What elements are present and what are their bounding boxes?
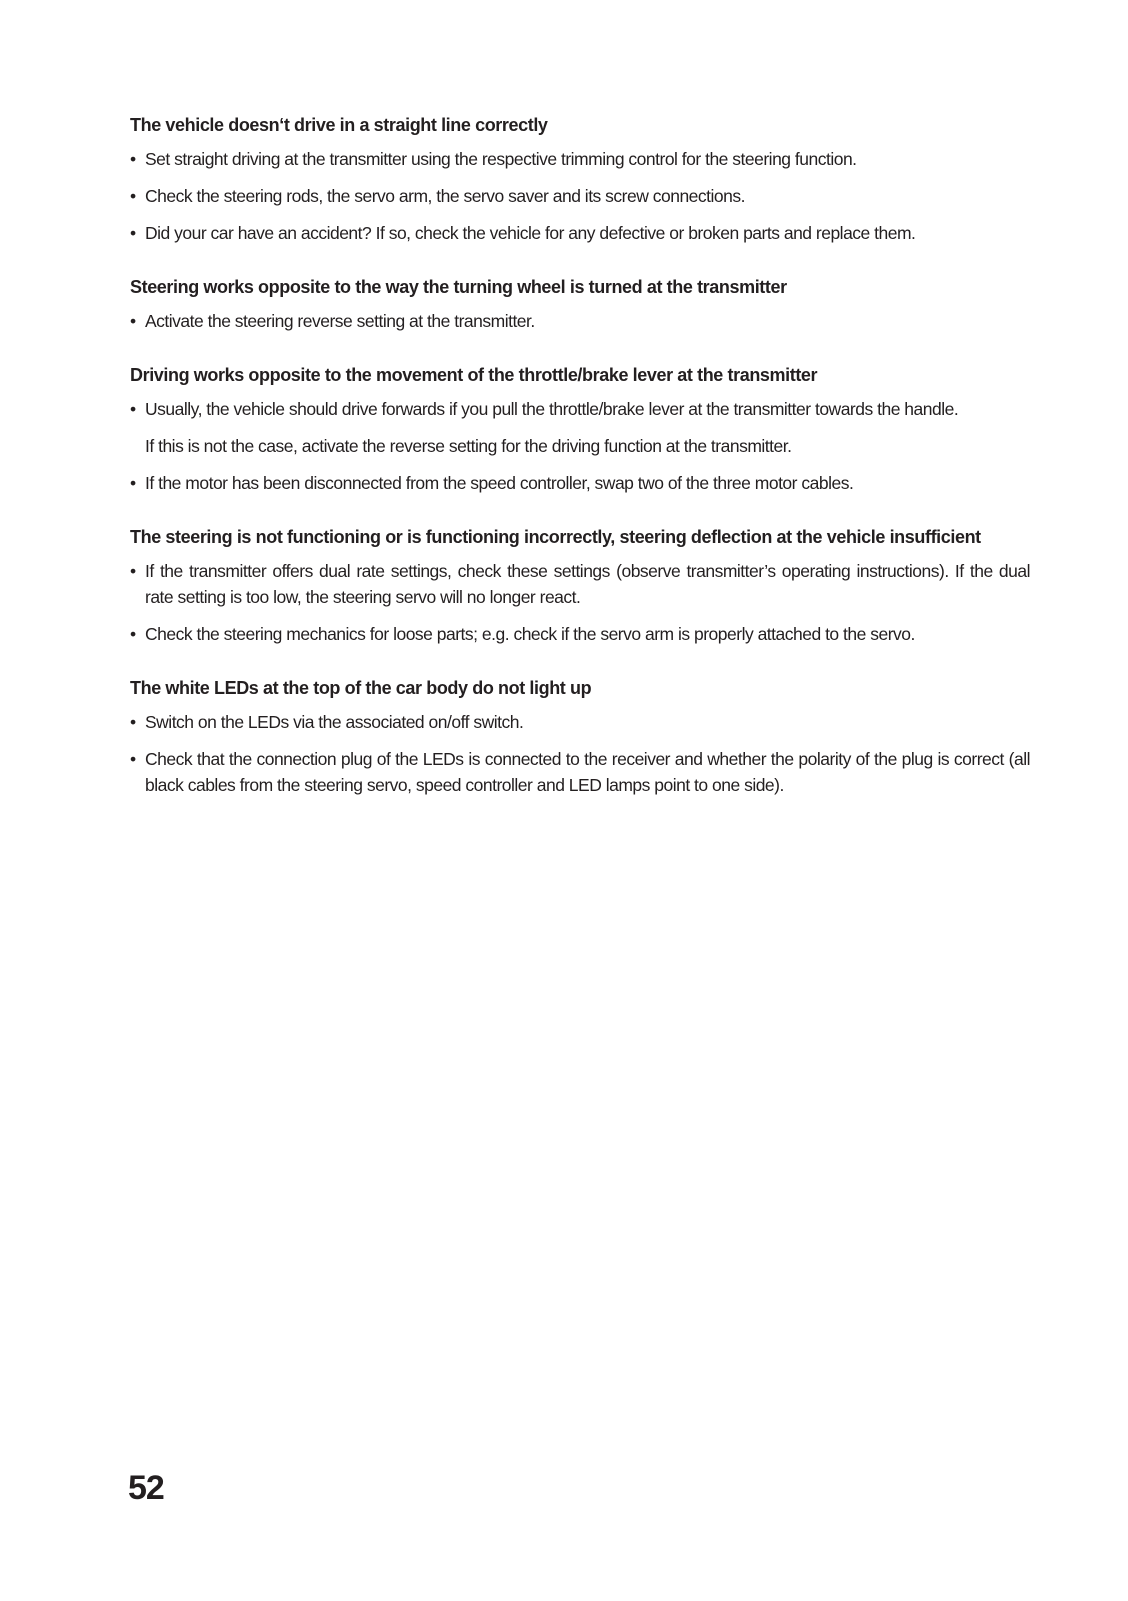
list-item [130, 558, 1030, 610]
bullet-marker: • [130, 624, 136, 644]
bullet-text: If the motor has been disconnected from the speed controller, swap two of the three motor cables. [145, 473, 854, 493]
bullet-list [130, 146, 1030, 246]
list-item [130, 308, 1030, 334]
bullet-text: Check that the connection plug of the LEDs is connected to the receiver and whether the polarity of the plug is correct (all black cables from the steering servo, speed controller and LED lamps point to one side). [145, 749, 1030, 795]
list-item [130, 396, 1030, 459]
section-heading: Driving works opposite to the movement of the throttle/brake lever at the transmitter [130, 365, 818, 385]
bullet-marker: • [130, 223, 136, 243]
bullet-marker: • [130, 311, 136, 331]
bullet-text: Did your car have an accident? If so, check the vehicle for any defective or broken parts and replace them. [145, 223, 916, 243]
list-item [130, 470, 1030, 496]
bullet-list [130, 308, 1030, 334]
bullet-continuation-text: If this is not the case, activate the reverse setting for the driving function at the transmitter. [145, 436, 792, 456]
page-content [130, 112, 1030, 826]
bullet-marker: • [130, 473, 136, 493]
section-steering-opposite [130, 274, 1030, 334]
bullet-text: Activate the steering reverse setting at the transmitter. [145, 311, 535, 331]
bullet-marker: • [130, 749, 136, 769]
page-number: 52 [128, 1469, 164, 1507]
bullet-text: Usually, the vehicle should drive forwards if you pull the throttle/brake lever at the transmitter towards the handle. [145, 399, 959, 419]
section-driving-opposite [130, 362, 1030, 496]
list-item [130, 183, 1030, 209]
section-leds [130, 675, 1030, 798]
bullet-list [130, 709, 1030, 798]
bullet-marker: • [130, 561, 136, 581]
bullet-text: If the transmitter offers dual rate settings, check these settings (observe transmitter’s operating instructions). If the dual rate setting is too low, the steering servo will no longer react. [145, 561, 1030, 607]
section-heading: The white LEDs at the top of the car body do not light up [130, 678, 592, 698]
list-item [130, 746, 1030, 798]
bullet-marker: • [130, 149, 136, 169]
bullet-text: Set straight driving at the transmitter using the respective trimming control for the steering function. [145, 149, 857, 169]
bullet-list [130, 558, 1030, 647]
bullet-marker: • [130, 186, 136, 206]
bullet-text: Check the steering mechanics for loose parts; e.g. check if the servo arm is properly attached to the servo. [145, 624, 915, 644]
bullet-marker: • [130, 399, 136, 419]
list-item [130, 146, 1030, 172]
list-item [130, 220, 1030, 246]
bullet-marker: • [130, 712, 136, 732]
section-heading: The steering is not functioning or is functioning incorrectly, steering deflection at the vehicle insufficient [130, 527, 981, 547]
bullet-text: Check the steering rods, the servo arm, the servo saver and its screw connections. [145, 186, 745, 206]
list-item [130, 709, 1030, 735]
section-steering-insufficient [130, 524, 1030, 647]
section-straight-line [130, 112, 1030, 246]
list-item [130, 621, 1030, 647]
section-heading: Steering works opposite to the way the turning wheel is turned at the transmitter [130, 277, 787, 297]
section-heading: The vehicle doesn‘t drive in a straight line correctly [130, 115, 548, 135]
bullet-list [130, 396, 1030, 496]
bullet-text: Switch on the LEDs via the associated on/off switch. [145, 712, 524, 732]
